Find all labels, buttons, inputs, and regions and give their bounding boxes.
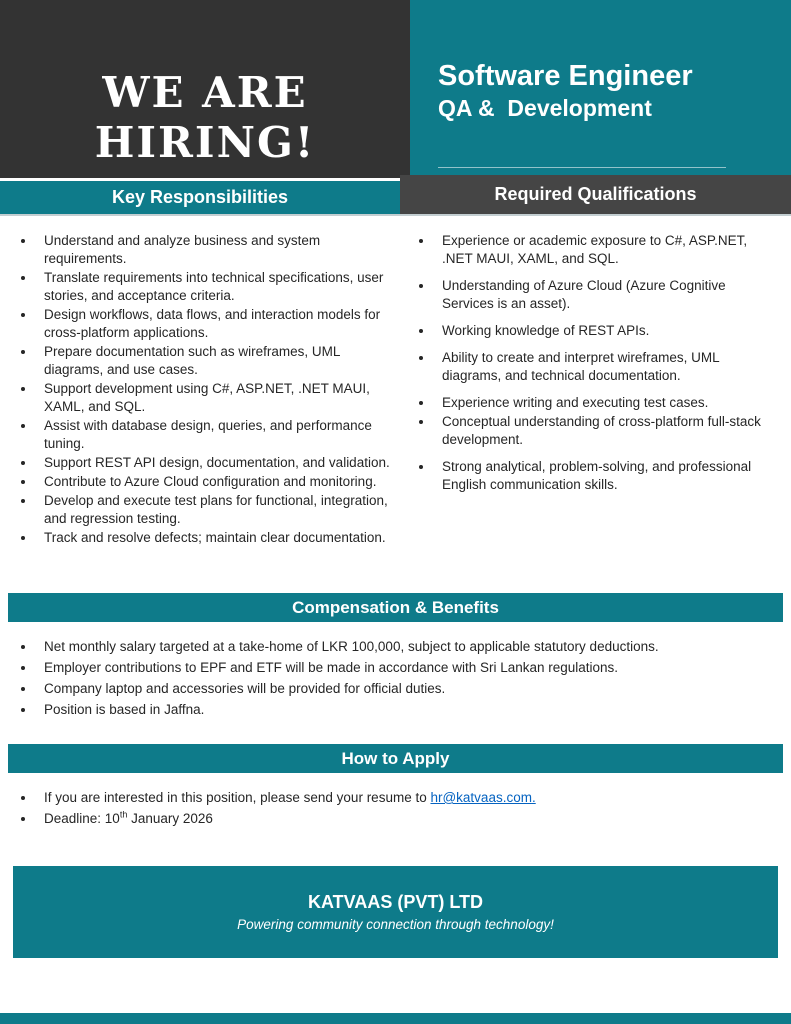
bottom-accent-bar bbox=[0, 1013, 791, 1024]
hiring-title-line2: HIRING! bbox=[94, 118, 316, 167]
list-item: • Understanding of Azure Cloud (Azure Cognitive Services is an asset). bbox=[434, 277, 763, 313]
list-item: • Translate requirements into technical specifications, user stories, and acceptance criteria. bbox=[36, 269, 392, 305]
how-to-apply-section bbox=[18, 788, 778, 830]
footer-company-name: KATVAAS (PVT) LTD bbox=[308, 892, 483, 912]
deadline-date: January 2026 bbox=[127, 811, 213, 826]
responsibilities-column bbox=[0, 232, 400, 548]
how-to-apply-header-band bbox=[8, 744, 783, 773]
job-title: Software Engineer bbox=[438, 60, 693, 92]
compensation-section bbox=[18, 637, 778, 721]
key-responsibilities-list bbox=[18, 232, 392, 547]
list-item: • Position is based in Jaffna. bbox=[36, 700, 778, 720]
compensation-header: Compensation & Benefits bbox=[292, 597, 499, 617]
key-responsibilities-header: Key Responsibilities bbox=[111, 187, 289, 207]
list-item: • Design workflows, data flows, and interaction models for cross-platform applications. bbox=[36, 306, 392, 342]
apply-deadline-item bbox=[36, 809, 778, 829]
hero-left-panel bbox=[0, 0, 410, 178]
list-item: • Ability to create and interpret wireframes, UML diagrams, and technical documentation. bbox=[434, 349, 763, 385]
required-qualifications-header: Required Qualifications bbox=[494, 184, 697, 204]
list-item: • Experience or academic exposure to C#, ASP.NET, .NET MAUI, XAML, and SQL. bbox=[434, 232, 763, 268]
email-link[interactable]: hr@katvaas.com bbox=[430, 790, 532, 805]
footer-company-box bbox=[13, 866, 778, 958]
hero-right-panel bbox=[410, 0, 791, 175]
list-item: • Prepare documentation such as wireframes, UML diagrams, and use cases. bbox=[36, 343, 392, 379]
hiring-title-line1: WE ARE bbox=[102, 68, 308, 117]
apply-resume-text: If you are interested in this position, please send your resume to bbox=[44, 790, 431, 805]
list-item: • Assist with database design, queries, and performance tuning. bbox=[36, 417, 392, 453]
list-item: • Contribute to Azure Cloud configuration and monitoring. bbox=[36, 473, 392, 491]
apply-resume-item bbox=[36, 788, 778, 808]
how-to-apply-header: How to Apply bbox=[341, 748, 450, 768]
email-link-period[interactable]: . bbox=[531, 790, 536, 805]
key-responsibilities-header-band bbox=[0, 181, 400, 214]
list-item: • Employer contributions to EPF and ETF will be made in accordance with Sri Lankan regulations. bbox=[36, 658, 778, 678]
list-item: • Support REST API design, documentation, and validation. bbox=[36, 454, 392, 472]
job-subtitle: QA & Development bbox=[438, 95, 652, 121]
list-item: • Track and resolve defects; maintain clear documentation. bbox=[36, 529, 392, 547]
compensation-list bbox=[18, 637, 778, 720]
list-item: • Experience writing and executing test cases. bbox=[434, 394, 763, 412]
footer-tagline: Powering community connection through technology! bbox=[237, 917, 554, 932]
required-qualifications-header-band bbox=[400, 175, 791, 214]
header-band-underline bbox=[0, 214, 791, 216]
list-item: • Net monthly salary targeted at a take-home of LKR 100,000, subject to applicable statutory deductions. bbox=[36, 637, 778, 657]
required-qualifications-list bbox=[416, 232, 763, 494]
main-columns bbox=[0, 232, 791, 548]
hero-divider bbox=[438, 167, 726, 168]
compensation-header-band bbox=[8, 593, 783, 622]
list-item: • Support development using C#, ASP.NET, .NET MAUI, XAML, and SQL. bbox=[36, 380, 392, 416]
list-item: • Develop and execute test plans for functional, integration, and regression testing. bbox=[36, 492, 392, 528]
list-item: • Conceptual understanding of cross-platform full-stack development. bbox=[434, 413, 763, 449]
list-item: • Strong analytical, problem-solving, and professional English communication skills. bbox=[434, 458, 763, 494]
deadline-text: Deadline: 10 bbox=[44, 811, 120, 826]
qualifications-column bbox=[400, 232, 791, 548]
list-item: • Working knowledge of REST APIs. bbox=[434, 322, 763, 340]
list-item: • Company laptop and accessories will be provided for official duties. bbox=[36, 679, 778, 699]
list-item: • Understand and analyze business and system requirements. bbox=[36, 232, 392, 268]
deadline-ordinal: th bbox=[119, 809, 128, 820]
